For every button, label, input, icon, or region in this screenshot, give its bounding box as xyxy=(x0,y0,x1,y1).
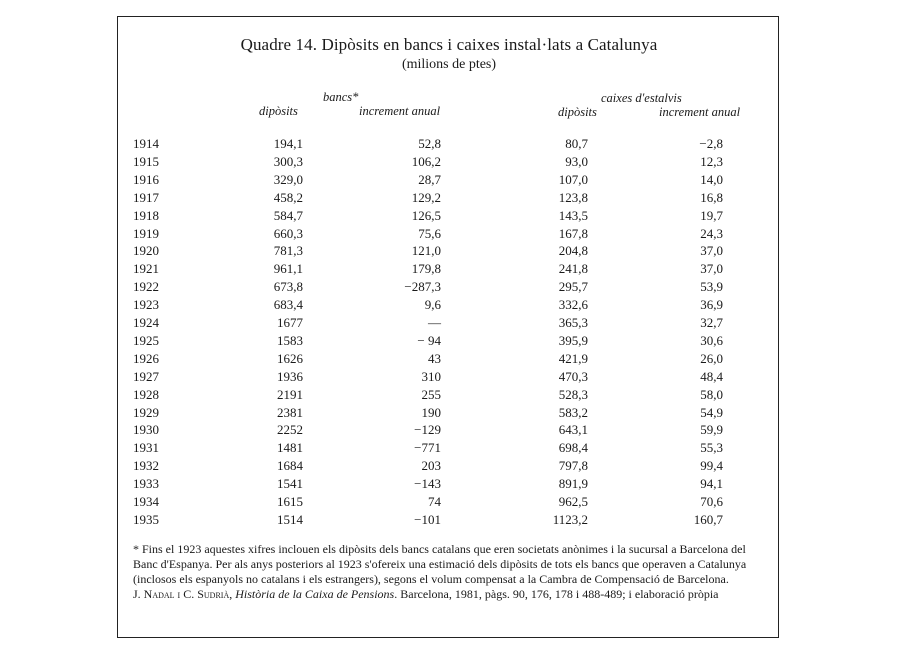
savings-increment-cell: 37,0 xyxy=(700,243,723,259)
bank-increment-cell: 129,2 xyxy=(411,189,441,205)
header-savings-deposits: dipòsits xyxy=(558,105,597,119)
savings-increment-cell: 160,7 xyxy=(693,511,723,527)
bank-increment-cell: −143 xyxy=(414,476,441,492)
bank-deposits-cell: 660,3 xyxy=(273,225,303,241)
bank-deposits-cell: 1541 xyxy=(277,476,303,492)
savings-increment-cell: 59,9 xyxy=(700,422,723,438)
bank-deposits-cell: 1481 xyxy=(277,440,303,456)
bank-deposits-cell: 458,2 xyxy=(273,189,303,205)
table-row xyxy=(118,208,780,226)
table-row xyxy=(118,279,780,297)
bank-increment-cell: −287,3 xyxy=(404,279,441,295)
year-cell: 1922 xyxy=(133,279,159,295)
savings-deposits-cell: 962,5 xyxy=(558,494,588,509)
bank-increment-cell: 28,7 xyxy=(418,171,441,187)
savings-increment-cell: 55,3 xyxy=(700,440,723,456)
bank-increment-cell: 255 xyxy=(421,386,441,402)
year-cell: 1919 xyxy=(133,225,159,241)
savings-deposits-cell: 295,7 xyxy=(558,279,588,295)
year-cell: 1933 xyxy=(133,476,159,492)
table-row xyxy=(118,369,780,387)
table-row xyxy=(118,190,780,208)
bank-deposits-cell: 194,1 xyxy=(273,136,303,151)
table-row xyxy=(118,315,780,333)
savings-deposits-cell: 797,8 xyxy=(558,458,588,474)
table-row xyxy=(118,226,780,244)
year-cell: 1934 xyxy=(133,494,159,509)
source-title: Història de la Caixa de Pensions xyxy=(235,587,395,601)
table-row xyxy=(118,172,780,190)
year-cell: 1931 xyxy=(133,440,159,456)
bank-increment-cell: 43 xyxy=(428,350,441,366)
bank-increment-cell: −771 xyxy=(414,440,441,456)
bank-increment-cell: 75,6 xyxy=(418,225,441,241)
savings-deposits-cell: 528,3 xyxy=(558,386,588,402)
bank-deposits-cell: 2191 xyxy=(277,386,303,402)
source-authors: J. Nadal i C. Sudrià xyxy=(133,587,230,601)
savings-deposits-cell: 332,6 xyxy=(558,297,588,313)
savings-increment-cell: 24,3 xyxy=(700,225,723,241)
year-cell: 1929 xyxy=(133,404,159,420)
bank-deposits-cell: 2252 xyxy=(277,422,303,438)
table-row xyxy=(118,351,780,369)
bank-deposits-cell: 1626 xyxy=(277,350,303,366)
table-row xyxy=(118,154,780,172)
year-cell: 1923 xyxy=(133,297,159,313)
table-row xyxy=(118,405,780,423)
header-banks-increment: increment anual xyxy=(359,104,441,118)
year-cell: 1915 xyxy=(133,153,159,169)
bank-increment-cell: 190 xyxy=(421,404,441,420)
bank-increment-cell: 106,2 xyxy=(411,153,441,169)
year-cell: 1932 xyxy=(133,458,159,474)
savings-increment-cell: 58,0 xyxy=(700,386,723,402)
table-row xyxy=(118,458,780,476)
savings-deposits-cell: 241,8 xyxy=(558,261,588,277)
bank-increment-cell: 203 xyxy=(421,458,441,474)
source-rest: . Barcelona, 1981, pàgs. 90, 176, 178 i 488-489; i elaboració pròpia xyxy=(394,587,719,601)
savings-deposits-cell: 107,0 xyxy=(558,171,588,187)
savings-deposits-cell: 643,1 xyxy=(558,422,588,438)
savings-deposits-cell: 583,2 xyxy=(558,404,588,420)
notes xyxy=(133,542,769,602)
bank-deposits-cell: 781,3 xyxy=(273,243,303,259)
table-title: Quadre 14. Dipòsits en bancs i caixes instal·lats a Catalunya xyxy=(240,35,658,54)
savings-increment-cell: 12,3 xyxy=(700,153,723,169)
year-cell: 1920 xyxy=(133,243,159,259)
savings-deposits-cell: 204,8 xyxy=(558,243,588,259)
bank-deposits-cell: 1936 xyxy=(277,368,303,384)
year-cell: 1924 xyxy=(133,315,159,330)
year-cell: 1935 xyxy=(133,511,159,527)
table-subtitle: (milions de ptes) xyxy=(401,57,497,72)
year-cell: 1914 xyxy=(133,136,159,151)
savings-deposits-cell: 1123,2 xyxy=(552,511,588,527)
table-row xyxy=(118,136,780,154)
year-cell: 1926 xyxy=(133,350,159,366)
savings-increment-cell: 14,0 xyxy=(700,171,723,187)
year-cell: 1917 xyxy=(133,189,159,205)
bank-deposits-cell: 2381 xyxy=(277,404,303,420)
savings-deposits-cell: 395,9 xyxy=(558,332,588,348)
bank-deposits-cell: 584,7 xyxy=(273,207,303,223)
bank-increment-cell: − 94 xyxy=(417,332,441,348)
bank-deposits-cell: 1514 xyxy=(277,511,303,527)
bank-deposits-cell: 300,3 xyxy=(273,153,303,169)
bank-increment-cell: 121,0 xyxy=(411,243,441,259)
footnote: * Fins el 1923 aquestes xifres inclouen els dipòsits dels bancs catalans que eren societats anònimes i la sucursal a Barcelona del Banc d'Espanya. Per als anys posteriors al 1923 s'ofereix una estimació dels dipòsits de tots els bancs que operaven a Catalunya (inclosos els espanyols no catalans i els estrangers), segons el volum compensat a la Cambra de Compensació de Barcelona. xyxy=(133,542,747,586)
savings-deposits-cell: 365,3 xyxy=(558,315,588,330)
year-cell: 1918 xyxy=(133,207,159,223)
year-cell: 1921 xyxy=(133,261,159,277)
savings-increment-cell: 19,7 xyxy=(700,207,723,223)
bank-deposits-cell: 1677 xyxy=(277,315,303,330)
savings-deposits-cell: 421,9 xyxy=(558,350,588,366)
savings-increment-cell: 32,7 xyxy=(700,315,723,330)
table-row xyxy=(118,440,780,458)
savings-increment-cell: 36,9 xyxy=(700,297,723,313)
savings-deposits-cell: 143,5 xyxy=(558,207,588,223)
bank-deposits-cell: 1615 xyxy=(277,494,303,509)
savings-deposits-cell: 93,0 xyxy=(565,153,588,169)
year-cell: 1930 xyxy=(133,422,159,438)
year-cell: 1916 xyxy=(133,171,159,187)
savings-deposits-cell: 698,4 xyxy=(558,440,588,456)
savings-increment-cell: 16,8 xyxy=(700,189,723,205)
year-cell: 1928 xyxy=(133,386,159,402)
savings-deposits-cell: 80,7 xyxy=(565,136,588,151)
savings-increment-cell: 26,0 xyxy=(700,350,723,366)
bank-increment-cell: −101 xyxy=(414,511,441,527)
table-row xyxy=(118,297,780,315)
table-row xyxy=(118,261,780,279)
year-cell: 1925 xyxy=(133,332,159,348)
bank-deposits-cell: 961,1 xyxy=(273,261,303,277)
savings-increment-cell: 94,1 xyxy=(700,476,723,492)
header-savings-increment: increment anual xyxy=(659,105,741,119)
table-row xyxy=(118,494,780,512)
bank-deposits-cell: 683,4 xyxy=(273,297,303,313)
header-savings-group: caixes d'estalvis xyxy=(601,91,682,105)
savings-increment-cell: 99,4 xyxy=(700,458,723,474)
bank-increment-cell: — xyxy=(428,315,441,330)
savings-increment-cell: 54,9 xyxy=(700,404,723,420)
savings-increment-cell: 37,0 xyxy=(700,261,723,277)
bank-deposits-cell: 673,8 xyxy=(273,279,303,295)
savings-increment-cell: 70,6 xyxy=(700,494,723,509)
table-row xyxy=(118,387,780,405)
table-row xyxy=(118,243,780,261)
bank-increment-cell: 310 xyxy=(421,368,441,384)
bank-deposits-cell: 1684 xyxy=(277,458,303,474)
bank-increment-cell: 126,5 xyxy=(411,207,441,223)
bank-increment-cell: −129 xyxy=(414,422,441,438)
savings-deposits-cell: 470,3 xyxy=(558,368,588,384)
table-frame xyxy=(117,16,779,638)
bank-increment-cell: 179,8 xyxy=(411,261,441,277)
header-banks-group: bancs* xyxy=(323,90,359,104)
table-row xyxy=(118,512,780,530)
savings-increment-cell: 53,9 xyxy=(700,279,723,295)
source-line: J. Nadal i C. Sudrià, Història de la Caixa de Pensions. Barcelona, 1981, pàgs. 90, 176, 178 i 488-489; i elaboració pròpia xyxy=(133,587,719,601)
table-row xyxy=(118,333,780,351)
bank-increment-cell: 52,8 xyxy=(418,136,441,151)
bank-deposits-cell: 329,0 xyxy=(273,171,303,187)
table-row xyxy=(118,476,780,494)
header-banks-deposits: dipòsits xyxy=(259,104,298,118)
year-cell: 1927 xyxy=(133,368,159,384)
savings-deposits-cell: 891,9 xyxy=(558,476,588,492)
savings-deposits-cell: 167,8 xyxy=(558,225,588,241)
table-row xyxy=(118,422,780,440)
savings-increment-cell: 48,4 xyxy=(700,368,723,384)
savings-increment-cell: −2,8 xyxy=(699,136,723,151)
bank-increment-cell: 9,6 xyxy=(424,297,441,313)
bank-deposits-cell: 1583 xyxy=(277,332,303,348)
savings-increment-cell: 30,6 xyxy=(700,332,723,348)
bank-increment-cell: 74 xyxy=(428,494,441,509)
savings-deposits-cell: 123,8 xyxy=(558,189,588,205)
